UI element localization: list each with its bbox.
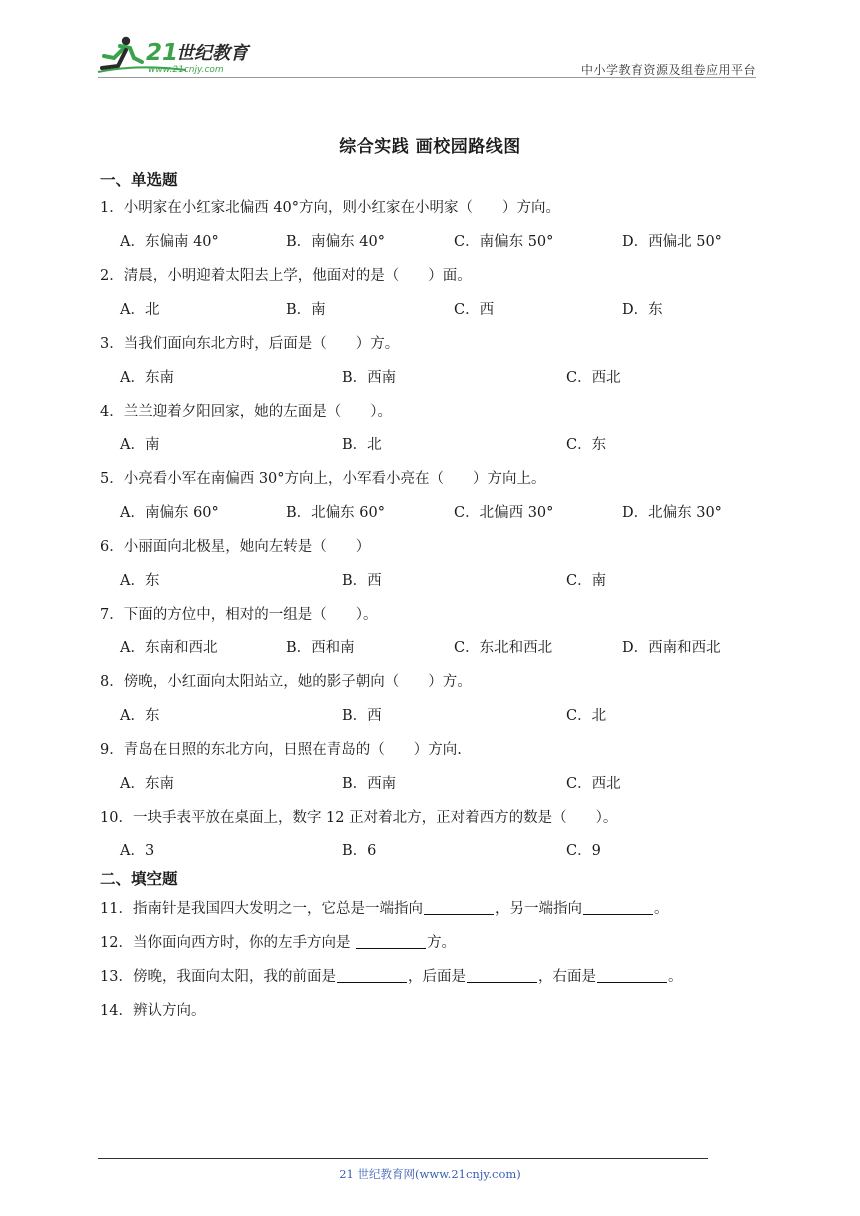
option-a: A．3: [120, 843, 155, 859]
option-c: C．东: [566, 437, 607, 453]
option-a: A．东南: [120, 776, 174, 792]
answer-blank[interactable]: [467, 968, 537, 984]
option-b: B．西南: [342, 370, 397, 386]
question-text: ，右面是: [537, 969, 596, 985]
option-c: C．北: [566, 708, 607, 724]
answer-blank[interactable]: [356, 934, 426, 950]
question-text: ，后面是: [407, 969, 466, 985]
options-8: [120, 704, 760, 724]
question-2: 2．清晨，小明迎着太阳去上学，他面对的是（ ）面。: [100, 268, 472, 284]
question-3: 3．当我们面向东北方时，后面是（ ）方。: [100, 336, 400, 352]
svg-text:21: 21: [146, 40, 179, 66]
question-text: 方。: [427, 935, 457, 951]
footer-divider: [98, 1158, 708, 1159]
question-12: [100, 931, 456, 952]
options-7: [120, 636, 760, 656]
option-b: B．南: [286, 302, 326, 318]
header-divider: [98, 77, 756, 78]
option-a: A．东南: [120, 370, 174, 386]
option-c: C．北偏西 30°: [454, 505, 554, 521]
option-a: A．北: [120, 302, 160, 318]
question-9: 9．青岛在日照的东北方向，日照在青岛的（ ）方向.: [100, 742, 462, 758]
section-heading-fill-blank: 二、填空题: [100, 870, 178, 888]
question-13: [100, 965, 682, 986]
question-text: 11．指南针是我国四大发明之一，它总是一端指向: [100, 901, 423, 917]
option-b: B．西和南: [286, 640, 355, 656]
options-6: [120, 569, 760, 589]
options-3: [120, 366, 760, 386]
options-10: [120, 839, 760, 859]
option-a: A．南偏东 60°: [120, 505, 219, 521]
answer-blank[interactable]: [597, 968, 667, 984]
option-b: B．北偏东 60°: [286, 505, 385, 521]
svg-text:世纪教育: 世纪教育: [176, 43, 248, 64]
answer-blank[interactable]: [583, 900, 653, 916]
option-a: A．东: [120, 573, 160, 589]
options-2: [120, 298, 760, 318]
question-8: 8．傍晚，小红面向太阳站立，她的影子朝向（ ）方。: [100, 674, 472, 690]
option-c: C．东北和西北: [454, 640, 553, 656]
question-14: 14．辨认方向。: [100, 1003, 206, 1019]
option-d: D．西南和西北: [622, 640, 721, 656]
question-text: 13．傍晚，我面向太阳，我的前面是: [100, 969, 336, 985]
option-c: C．9: [566, 843, 601, 859]
option-b: B．北: [342, 437, 382, 453]
option-c: C．南: [566, 573, 607, 589]
question-1: 1．小明家在小红家北偏西 40°方向，则小红家在小明家（ ）方向。: [100, 200, 561, 216]
option-b: B．西: [342, 708, 382, 724]
options-1: [120, 230, 760, 250]
footer-link[interactable]: 21 世纪教育网(www.21cnjy.com): [339, 1167, 521, 1181]
answer-blank[interactable]: [424, 900, 494, 916]
options-4: [120, 433, 760, 453]
option-a: A．南: [120, 437, 160, 453]
option-a: A．东偏南 40°: [120, 234, 219, 250]
question-10: 10．一块手表平放在桌面上，数字 12 正对着北方，正对着西方的数是（ ）。: [100, 810, 618, 826]
option-b: B．6: [342, 843, 377, 859]
option-d: D．东: [622, 302, 663, 318]
site-logo: [96, 34, 266, 76]
option-c: C．南偏东 50°: [454, 234, 554, 250]
option-d: D．北偏东 30°: [622, 505, 722, 521]
question-4: 4．兰兰迎着夕阳回家，她的左面是（ ）。: [100, 404, 392, 420]
option-b: B．西南: [342, 776, 397, 792]
option-a: A．东: [120, 708, 160, 724]
question-text: 12．当你面向西方时，你的左手方向是: [100, 935, 356, 951]
question-7: 7．下面的方位中，相对的一组是（ ）。: [100, 607, 378, 623]
question-text: 。: [667, 969, 683, 985]
svg-text:www.21cnjy.com: www.21cnjy.com: [148, 65, 224, 75]
option-c: C．西北: [566, 776, 621, 792]
option-b: B．西: [342, 573, 382, 589]
options-5: [120, 501, 760, 521]
page-header: [0, 0, 860, 80]
question-6: 6．小丽面向北极星，她向左转是（ ）: [100, 539, 371, 555]
question-5: 5．小亮看小军在南偏西 30°方向上，小军看小亮在（ ）方向上。: [100, 471, 546, 487]
platform-name: 中小学教育资源及组卷应用平台: [580, 63, 756, 77]
question-11: [100, 897, 668, 918]
option-a: A．东南和西北: [120, 640, 218, 656]
options-9: [120, 772, 760, 792]
question-text: ，另一端指向: [494, 901, 582, 917]
option-c: C．西北: [566, 370, 621, 386]
option-d: D．西偏北 50°: [622, 234, 722, 250]
section-heading-single-choice: 一、单选题: [100, 171, 178, 189]
question-text: 。: [653, 901, 669, 917]
option-b: B．南偏东 40°: [286, 234, 385, 250]
option-c: C．西: [454, 302, 495, 318]
page-title: 综合实践 画校园路线图: [339, 137, 521, 157]
answer-blank[interactable]: [337, 968, 407, 984]
